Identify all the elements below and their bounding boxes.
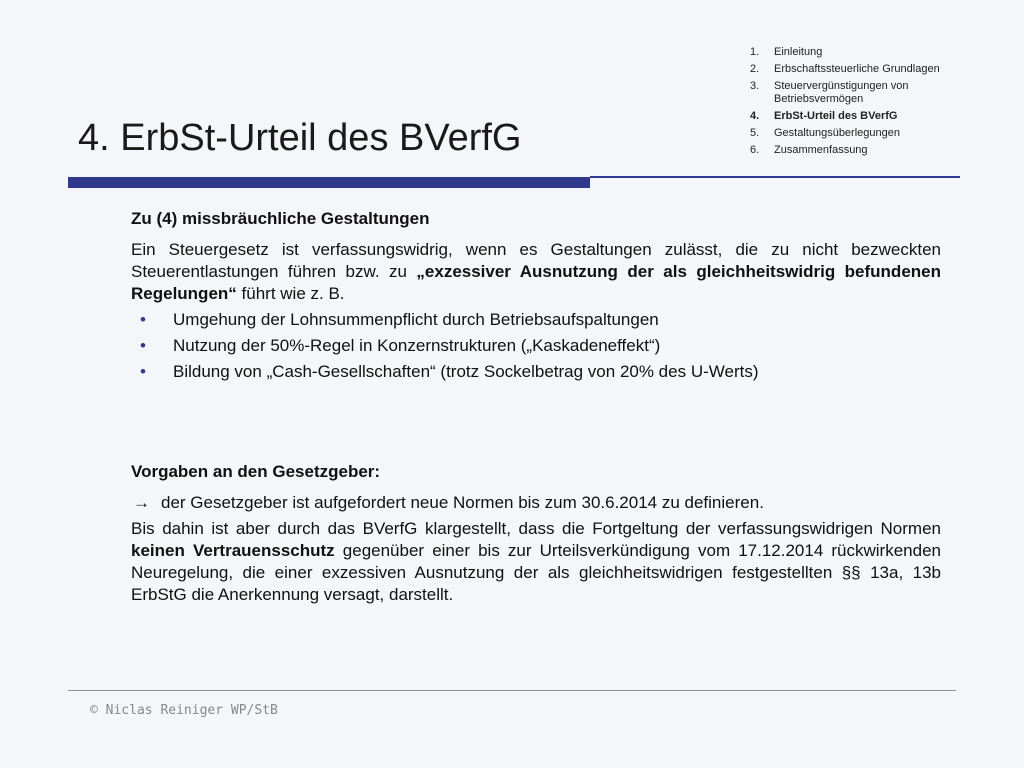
footer-copyright: © Niclas Reiniger WP/StB <box>90 703 278 718</box>
list-item-text: Bildung von „Cash-Gesellschaften“ (trotz Sockelbetrag von 20% des U-Werts) <box>173 362 759 381</box>
table-of-contents <box>750 46 980 161</box>
toc-item-number: 5. <box>750 127 760 139</box>
toc-item-einleitung <box>750 46 980 59</box>
footer-divider <box>68 690 956 691</box>
toc-item-label: Gestaltungsüberlegungen <box>774 127 900 139</box>
toc-item-label: Einleitung <box>774 46 823 58</box>
slide-title: 4. ErbSt-Urteil des BVerfG <box>78 117 522 159</box>
toc-item-number: 2. <box>750 63 760 75</box>
paragraph-emphasis: keinen Vertrauensschutz <box>131 541 335 560</box>
paragraph-text: Ein Steuergesetz ist verfassungswidrig, wenn es Gestaltungen zulässt, die zu nicht bezweckten Steuerentlastungen führen bzw. zu <box>131 240 941 281</box>
toc-item-number: 6. <box>750 144 760 156</box>
toc-item-number: 1. <box>750 46 760 58</box>
section1-paragraph <box>131 239 941 305</box>
toc-item-label: ErbSt-Urteil des BVerfG <box>774 110 898 122</box>
section2-paragraph <box>131 518 941 606</box>
toc-item-steuerverguenstigungen <box>750 80 980 106</box>
toc-item-label: Steuervergünstigungen von Betriebsvermögen <box>774 80 909 105</box>
section-heading-vorgaben: Vorgaben an den Gesetzgeber: <box>131 462 381 481</box>
list-item <box>131 335 941 357</box>
bullet-icon: • <box>140 336 146 355</box>
toc-item-grundlagen <box>750 63 980 76</box>
toc-item-label: Zusammenfassung <box>774 144 868 156</box>
paragraph-text: führt wie z. B. <box>236 284 345 303</box>
list-item <box>131 309 941 331</box>
toc-item-number: 4. <box>750 110 760 122</box>
paragraph-emphasis: „exzessiver Ausnutzung der als gleichheitswidrig befundenen Regelungen“ <box>131 262 941 303</box>
arrow-item-text: der Gesetzgeber ist aufgefordert neue Normen bis zum 30.6.2014 zu definieren. <box>161 493 764 512</box>
list-item-text: Nutzung der 50%-Regel in Konzernstrukturen („Kaskadeneffekt“) <box>173 336 661 355</box>
slide-content <box>131 208 941 610</box>
bullet-icon: • <box>140 310 146 329</box>
title-accent-bar <box>68 177 590 188</box>
paragraph-text: Bis dahin ist aber durch das BVerfG klargestellt, dass die Fortgeltung der verfassungswidrigen Normen <box>131 519 941 538</box>
toc-item-label: Erbschaftssteuerliche Grundlagen <box>774 63 940 75</box>
bullet-list <box>131 309 941 383</box>
toc-item-number: 3. <box>750 80 760 92</box>
arrow-list-item <box>131 492 941 514</box>
arrow-right-icon: → <box>133 493 150 512</box>
bullet-icon: • <box>140 362 146 381</box>
paragraph-text: gegenüber einer bis zur Urteilsverkündigung vom 17.12.2014 rückwirkenden Neuregelung, die einer exzessiven Ausnutzung der als gleichheitswidrigen festgestellten §§ 13a, 13b ErbStG die Anerkennung versagt, darstellt. <box>131 541 941 604</box>
title-divider-line <box>590 176 960 178</box>
toc-item-gestaltungsueberlegungen <box>750 127 980 140</box>
toc-item-erbst-urteil <box>750 110 980 123</box>
section-heading-missbraeuchliche-gestaltungen: Zu (4) missbräuchliche Gestaltungen <box>131 209 430 228</box>
list-item-text: Umgehung der Lohnsummenpflicht durch Betriebsaufspaltungen <box>173 310 659 329</box>
list-item <box>131 361 941 383</box>
toc-item-zusammenfassung <box>750 144 980 157</box>
